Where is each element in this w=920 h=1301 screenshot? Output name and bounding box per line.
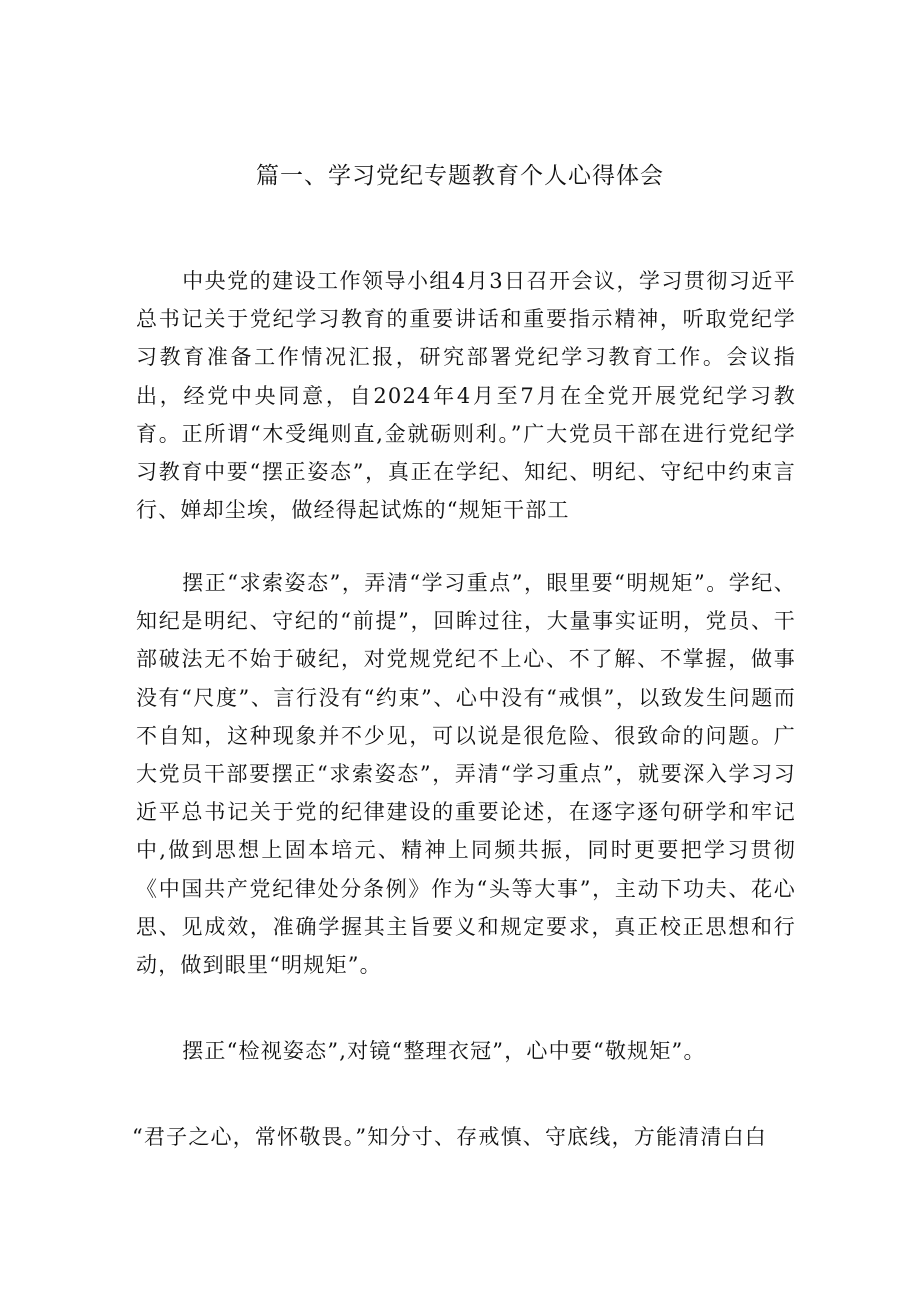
paragraph-4: “君子之心，常怀敬畏。”知分寸、存戒慎、守底线，方能清清白白 xyxy=(132,1125,767,1149)
paragraph-3: 摆正“检视姿态”,对镜“整理衣冠”，心中要“敬规矩”。 xyxy=(182,1039,706,1063)
paragraph-1: 中央党的建设工作领导小组4月3日召开会议，学习贯彻习近平总书记关于党纪学习教育的重要讲话和重要指示精神，听取党纪学习教育准备工作情况汇报，研究部署党纪学习教育工作。会议指出，经党中央同意，自2024年4月至7月在全党开展党纪学习教育。正所谓“木受绳则直,金就砺则利。”广大党员干部在进行党纪学习教育中要“摆正姿态”，真正在学纪、知纪、明纪、守纪中约束言行、婵却尘埃，做经得起试炼的“规矩干部工 xyxy=(136,269,796,523)
paragraph-2: 摆正“求索姿态”，弄清“学习重点”，眼里要“明规矩”。学纪、知纪是明纪、守纪的“前提”，回眸过往，大量事实证明，党员、干部破法无不始于破纪，对党规党纪不上心、不了解、不掌握，做事没有“尺度”、言行没有“约束”、心中没有“戒惧”，以致发生问题而不自知，这种现象并不少见，可以说是很危险、很致命的问题。广大党员干部要摆正“求索姿态”，弄清“学习重点”，就要深入学习习近平总书记关于党的纪律建设的重要论述，在逐字逐句研学和牢记中,做到思想上固本培元、精神上同频共振，同时更要把学习贯彻《中国共产党纪律处分条例》作为“头等大事”，主动下功夫、花心思、见成效，准确学握其主旨要义和规定要求，真正校正思想和行动，做到眼里“明规矩”。 xyxy=(136,571,796,978)
document-title: 篇一、学习党纪专题教育个人心得体会 xyxy=(256,163,664,189)
